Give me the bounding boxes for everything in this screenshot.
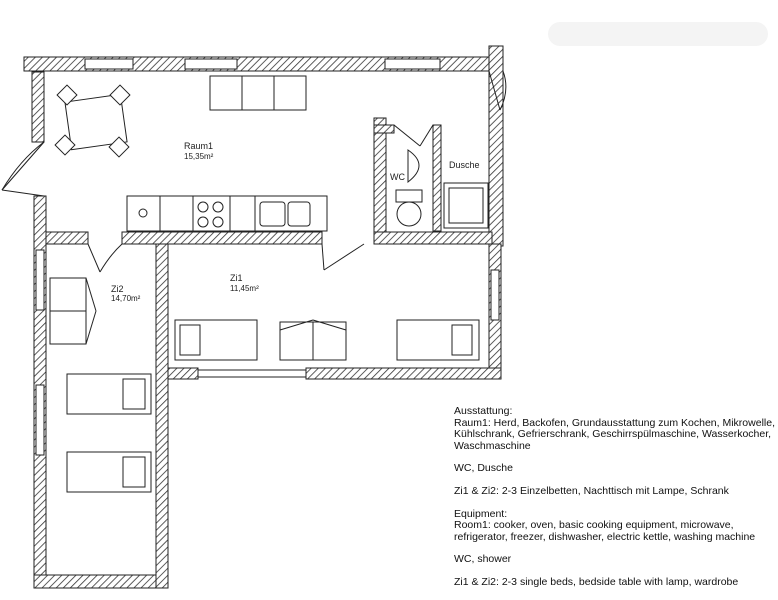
zi1-furniture <box>175 320 479 360</box>
wall-bath-bottom <box>374 232 492 244</box>
legend-de-raum1-line3: Waschmaschine <box>454 439 531 452</box>
room-label-raum1: Raum1 <box>184 141 214 151</box>
bath-door <box>394 125 433 146</box>
zi2-door <box>88 244 122 272</box>
legend-de-heading: Ausstattung: <box>454 405 513 417</box>
wall-zi1-bottom-right <box>306 368 501 379</box>
legend-de-raum1-line1: Raum1: Herd, Backofen, Grundausstattung zum Kochen, Mikrowelle, <box>454 416 775 429</box>
legend-en-heading: Equipment: <box>454 507 508 520</box>
wall-zi1-bottom-left <box>168 368 198 379</box>
wall-mid-left <box>46 232 88 244</box>
dining-table <box>55 85 130 157</box>
zi1-door <box>322 244 364 270</box>
room-label-wc: WC <box>390 172 405 182</box>
wall-bottom <box>34 575 168 588</box>
legend-en-room1-line1: Room1: cooker, oven, basic cooking equipment, microwave, <box>454 519 734 532</box>
legend-de-wc: WC, Dusche <box>454 462 513 475</box>
legend-en-zi: Zi1 & Zi2: 2-3 single beds, bedside table with lamp, wardrobe <box>454 575 739 588</box>
room-label-zi1: Zi1 <box>230 273 243 283</box>
kitchen-counter <box>127 196 327 231</box>
legend-de-zi: Zi1 & Zi2: 2-3 Einzelbetten, Nachttisch mit Lampe, Schrank <box>454 484 729 497</box>
legend-en-room1 <box>454 509 776 544</box>
room-area-zi1: 11,45m² <box>230 284 259 293</box>
wall-zi2-right <box>156 240 168 588</box>
room-label-zi2: Zi2 <box>111 284 124 294</box>
room-label-dusche: Dusche <box>449 160 480 170</box>
wall-left-upper <box>32 72 44 142</box>
wall-bath-left <box>374 118 386 244</box>
equipment-legend <box>454 406 776 600</box>
legend-en-room1-line2: refrigerator, freezer, dishwasher, electric kettle, washing machine <box>454 530 756 543</box>
room-area-zi2: 14,70m² <box>111 294 141 303</box>
room-area-raum1: 15,35m² <box>184 152 214 161</box>
legend-en-wc: WC, shower <box>454 553 512 566</box>
legend-de-raum1-line2: Kühlschrank, Gefrierschrank, Geschirrspülmaschine, Wasserkocher, <box>454 428 772 441</box>
wall-bath-partition <box>433 125 441 231</box>
wall-right-upper <box>489 46 503 246</box>
zi2-furniture <box>50 278 151 492</box>
entrance-door <box>2 142 44 196</box>
wall-bath-top <box>374 125 394 133</box>
wardrobe-raum1 <box>210 76 306 110</box>
wall-mid-center <box>122 232 322 244</box>
legend-de-raum1 <box>454 406 776 452</box>
